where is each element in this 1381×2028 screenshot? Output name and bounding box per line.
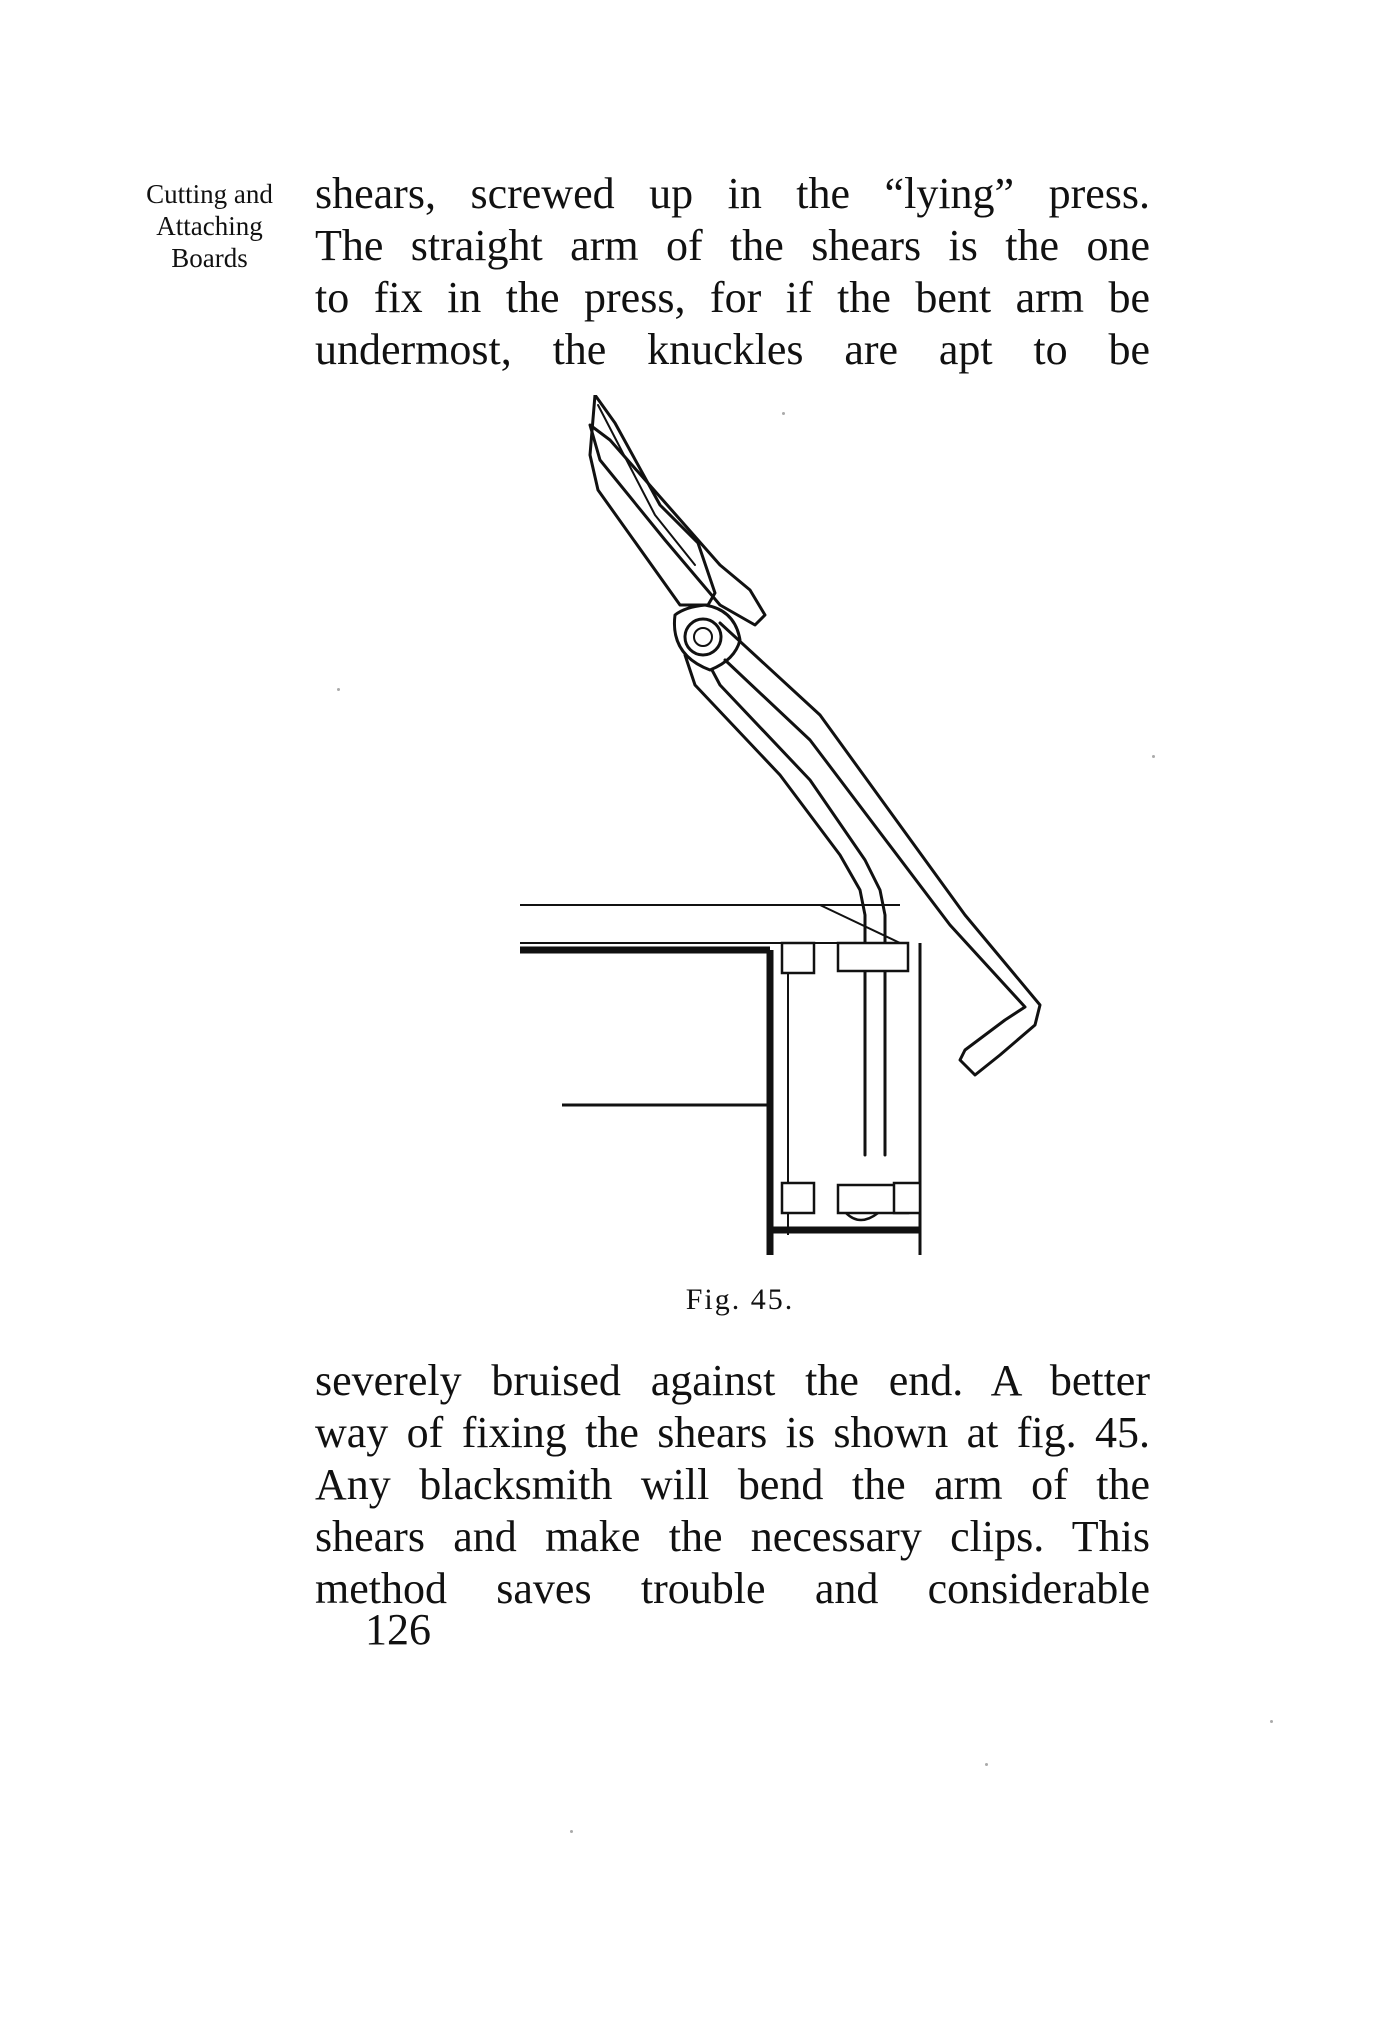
text-line: shears and make the necessary clips. This [315, 1512, 1150, 1561]
text-line: to fix in the press, for if the bent arm be [315, 273, 1150, 322]
text-line: severely bruised against the end. A better [315, 1356, 1150, 1405]
scan-speck [1152, 755, 1155, 758]
upper-clip [838, 943, 908, 971]
lower-clip-right-plate [894, 1183, 920, 1213]
text-line: undermost, the knuckles are apt to be [315, 325, 1150, 374]
paragraph-top [315, 168, 1150, 376]
margin-note [112, 178, 307, 274]
margin-note-line-2: Attaching [156, 211, 263, 241]
shears-in-press-illustration [520, 395, 1060, 1285]
figure-caption: Fig. 45. [685, 1283, 795, 1316]
page-number: 126 [365, 1605, 431, 1654]
text-line: shears, screwed up in the “lying” press. [315, 169, 1150, 218]
scan-speck [985, 1763, 988, 1766]
scan-speck [1270, 1720, 1273, 1723]
text-line: The straight arm of the shears is the one [315, 221, 1150, 270]
margin-note-line-1: Cutting and [146, 179, 273, 209]
upper-clip-left-plate [782, 943, 814, 973]
press-board [820, 905, 900, 943]
pivot-hole [694, 628, 712, 646]
blade-inner-line [598, 405, 695, 565]
scan-speck [570, 1830, 573, 1833]
text-line: way of fixing the shears is shown at fig. 45. [315, 1408, 1150, 1457]
text-line: Any blacksmith will bend the arm of the [315, 1460, 1150, 1509]
margin-note-line-3: Boards [171, 243, 248, 273]
paragraph-bottom [315, 1355, 1150, 1615]
scan-speck [337, 688, 340, 691]
scan-speck [782, 412, 785, 415]
bent-arm-outer [712, 670, 885, 950]
pivot-ring [685, 619, 721, 655]
lower-clip-left-plate [782, 1183, 814, 1213]
text-line: method saves trouble and considerable [315, 1564, 1150, 1613]
lower-blade [590, 425, 765, 625]
